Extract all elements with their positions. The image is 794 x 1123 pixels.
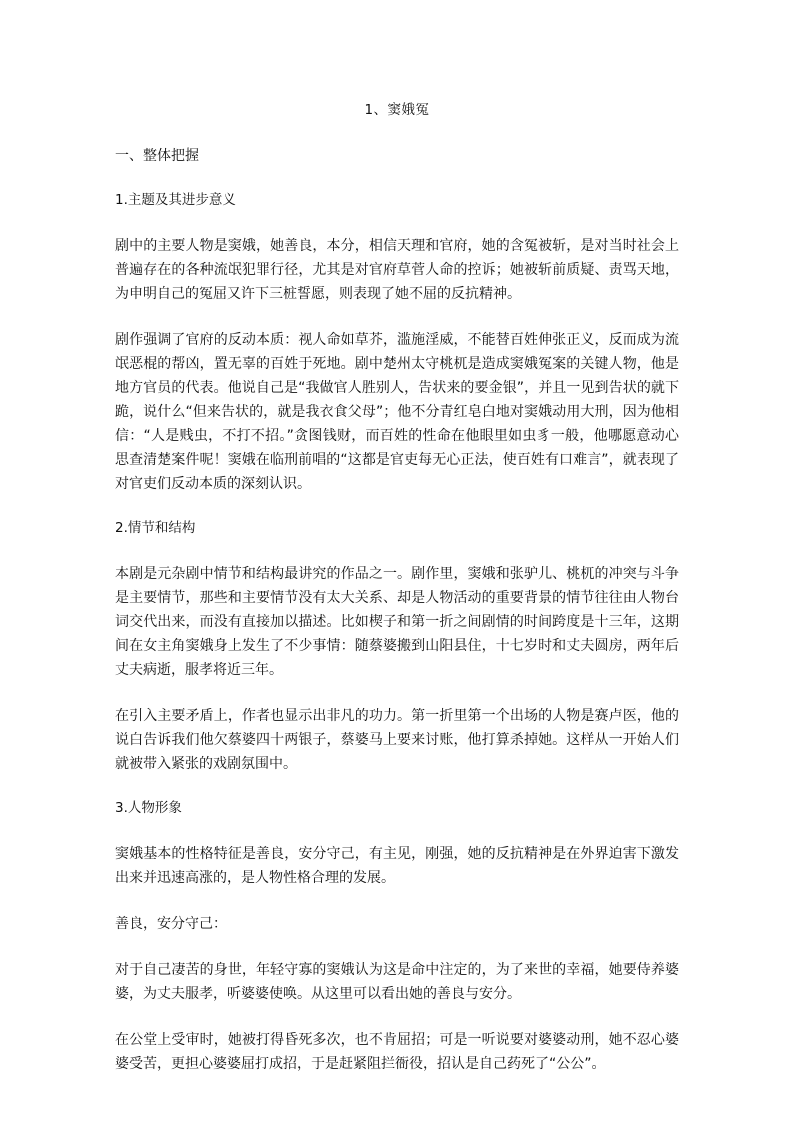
subsection-heading-plot: 2.情节和结构: [115, 520, 196, 536]
document-title: 1、窦娥冤: [364, 102, 430, 118]
paragraph: 剧中的主要人物是窦娥，她善良，本分，相信天理和官府，她的含冤被斩，是对当时社会上普遍存在的各种流氓犯罪行径，尤其是对官府草菅人命的控诉；她被斩前质疑、责骂天地，为申明自己的冤屈又许下三桩誓愿，则表现了她不屈的反抗精神。: [115, 238, 679, 302]
section-heading: 一、整体把握: [115, 148, 199, 164]
subsection-heading-theme: 1.主题及其进步意义: [115, 192, 236, 208]
paragraph: 窦娥基本的性格特征是善良，安分守己，有主见，刚强，她的反抗精神是在外界迫害下激发出来并迅速高涨的，是人物性格合理的发展。: [115, 846, 679, 886]
paragraph: 善良，安分守己：: [115, 916, 227, 932]
paragraph: 在引入主要矛盾上，作者也显示出非凡的功力。第一折里第一个出场的人物是赛卢医，他的说白告诉我们他欠蔡婆四十两银子，蔡婆马上要来讨账，他打算杀掉她。这样从一开始人们就被带入紧张的戏剧氛围中。: [115, 708, 679, 772]
paragraph: 本剧是元杂剧中情节和结构最讲究的作品之一。剧作里，窦娥和张驴儿、桃杌的冲突与斗争是主要情节，那些和主要情节没有太大关系、却是人物活动的重要背景的情节往往由人物台词交代出来，而没有直接加以描述。比如楔子和第一折之间剧情的时间跨度是十三年，这期间在女主角窦娥身上发生了不少事情：随蔡婆搬到山阳县住，十七岁时和丈夫圆房，两年后丈夫病逝，服孝将近三年。: [115, 566, 679, 678]
paragraph: 对于自己凄苦的身世，年轻守寡的窦娥认为这是命中注定的，为了来世的幸福，她要侍养婆婆，为丈夫服孝，听婆婆使唤。从这里可以看出她的善良与安分。: [115, 962, 679, 1002]
paragraph: 剧作强调了官府的反动本质：视人命如草芥，滥施淫威，不能替百姓伸张正义，反而成为流氓恶棍的帮凶，置无辜的百姓于死地。剧中楚州太守桃杌是造成窦娥冤案的关键人物，他是地方官员的代表。他说自己是“我做官人胜别人，告状来的要金银”，并且一见到告状的就下跪，说什么“但来告状的，就是我衣食父母”；他不分青红皂白地对窦娥动用大刑，因为他相信：“人是贱虫，不打不招。”贪图钱财，而百姓的性命在他眼里如虫豸一般，他哪愿意动心思查清楚案件呢！窦娥在临刑前唱的“这都是官吏每无心正法，使百姓有口难言”，就表现了对官吏们反动本质的深刻认识。: [115, 332, 679, 492]
paragraph: 在公堂上受审时，她被打得昏死多次，也不肯屈招；可是一听说要对婆婆动刑，她不忍心婆婆受苦，更担心婆婆屈打成招，于是赶紧阻拦衙役，招认是自己药死了“公公”。: [115, 1032, 679, 1072]
subsection-heading-characters: 3.人物形象: [115, 800, 182, 816]
